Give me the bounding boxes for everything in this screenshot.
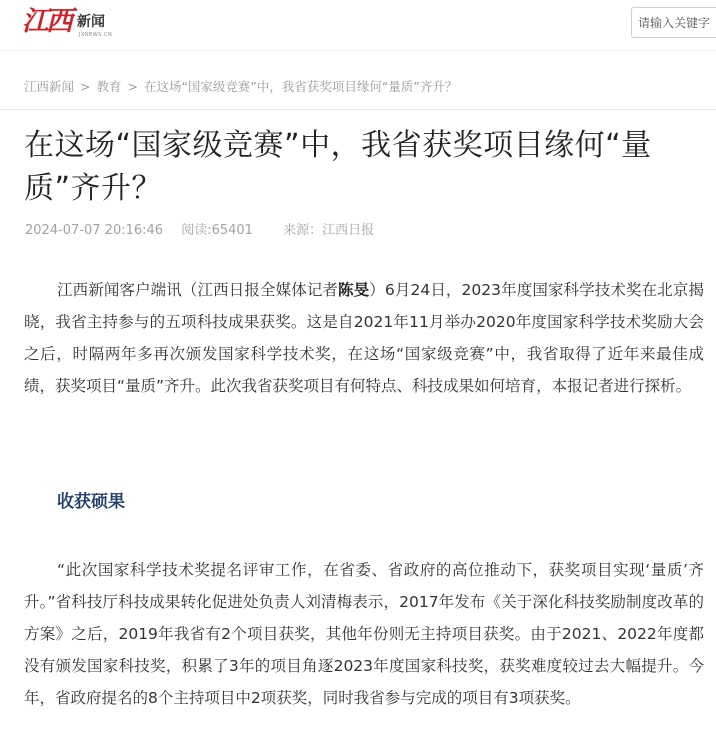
author-name: 陈旻 — [338, 281, 370, 299]
paragraph-text: 江西新闻客户端讯（江西日报全媒体记者 — [57, 281, 339, 299]
site-header — [0, 0, 716, 50]
breadcrumb-home-link[interactable]: 江西新闻 — [24, 79, 75, 94]
breadcrumb-separator: > — [80, 79, 91, 94]
breadcrumb — [24, 79, 457, 95]
logo-text: 新闻 — [77, 14, 105, 30]
breadcrumb-divider — [0, 109, 716, 110]
article-paragraph — [24, 274, 704, 402]
paragraph-text: ）6月24日，2023年度国家科学技术奖在北京揭晓，我省主持参与的五项科技成果获奖。这是自2021年11月举办2020年度国家科学技术奖励大会之后，时隔两年多再次颁发国家科学技术奖，在这场“国家级竞赛”中，我省取得了近年来最佳成绩，获奖项目“量质”齐升。此次我省获奖项目有何特点、科技成果如何培育，本报记者进行探析。 — [24, 281, 704, 395]
search-input[interactable] — [631, 7, 716, 38]
article-title: 在这场“国家级竞赛”中，我省获奖项目缘何“量质”齐升？ — [24, 128, 652, 206]
breadcrumb-section-link[interactable]: 教育 — [96, 79, 122, 94]
article-paragraph: “此次国家科学技术奖提名评审工作，在省委、省政府的高位推动下，获奖项目实现‘量质’齐升。”省科技厅科技成果转化促进处负责人刘清梅表示，2017年发布《关于深化科技奖励制度改革的方案》之后，2019年我省有2个项目获奖，其他年份则无主持项目获奖。由于2021、2022年度都没有颁发国家科技奖，积累了3年的项目角逐2023年度国家科技奖，获奖难度较过去大幅提升。今年，省政府提名的8个主持项目中2项获奖，同时我省参与完成的项目有3项获奖。 — [24, 561, 704, 707]
breadcrumb-separator: > — [127, 79, 138, 94]
section-subheading: 收获硕果 — [57, 492, 125, 512]
publish-date: 2024-07-07 20:16:46 — [25, 223, 164, 238]
article-meta — [25, 222, 388, 240]
view-count: 阅读:65401 — [181, 223, 253, 238]
breadcrumb-current: 在这场“国家级竞赛”中，我省获奖项目缘何“量质”齐升？ — [143, 79, 458, 94]
header-divider — [0, 50, 716, 51]
site-logo[interactable] — [22, 5, 122, 45]
article-source: 来源：江西日报 — [283, 223, 375, 238]
logo-mark: 江西 — [22, 6, 70, 37]
logo-url: JXNEWS.CN — [79, 32, 113, 38]
